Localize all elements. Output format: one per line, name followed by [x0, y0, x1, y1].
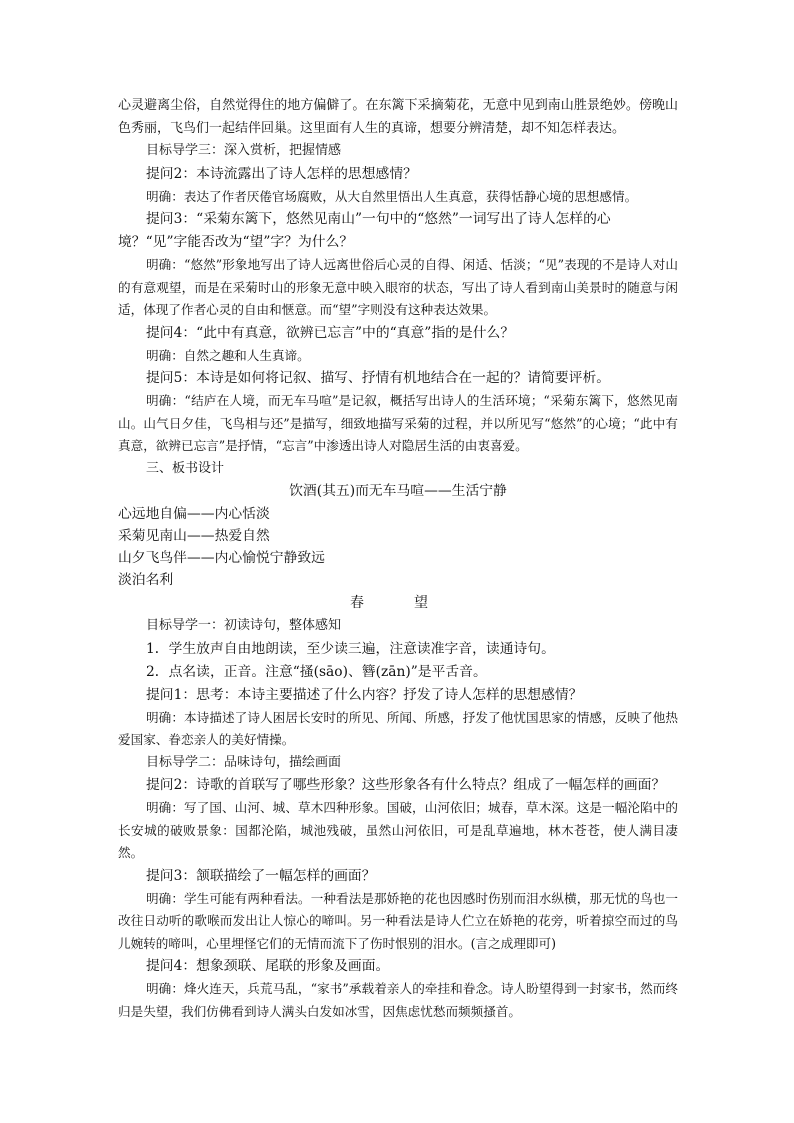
board-title: 饮酒(其五)而无车马喧——生活宁静 [289, 483, 507, 499]
question-3: 提问3：“采菊东篱下，悠然见南山”一句中的“悠然”一词写出了诗人怎样的心境？“见”字能否改为“望”字？为什么？ [118, 211, 611, 250]
answer-3b: 明确：学生可能有两种看法。一种看法是那娇艳的花也因感时伤别而泪水纵横，那无忧的鸟也一改往日动听的歌喉而发出让人惊心的啼叫。另一种看法是诗人伫立在娇艳的花旁，听着掠空而过的鸟儿婉转的啼叫，心里埋怪它们的无情而流下了伤时恨别的泪水。(言之成理即可) [118, 890, 678, 951]
board-line-3: 山夕飞鸟伴——内心愉悦宁静致远 [118, 550, 325, 566]
answer-2: 明确：表达了作者厌倦官场腐败，从大自然里悟出人生真意，获得恬静心境的思想感情。 [146, 188, 638, 204]
board-line-2: 采菊见南山——热爱自然 [118, 528, 270, 544]
board-line-4: 淡泊名利 [118, 572, 174, 588]
section-heading-goal3: 目标导学三：深入赏析，把握情感 [146, 143, 342, 158]
answer-4: 明确：自然之趣和人生真谛。 [146, 347, 310, 363]
question-3b: 提问3：颔联描绘了一幅怎样的画面？ [146, 867, 376, 884]
answer-1: 明确：本诗描述了诗人困居长安时的所见、所闻、所感，抒发了他忧国思家的情感，反映了他热爱国家、眷恋亲人的美好情操。 [118, 709, 678, 747]
question-4: 提问4：“此中有真意，欲辨已忘言”中的“真意”指的是什么？ [146, 324, 515, 341]
answer-2b: 明确：写了国、山河、城、草木四种形象。国破，山河依旧；城春，草木深。这是一幅沦陷中的长安城的破败景象：国都沦陷，城池残破，虽然山河依旧，可是乱草遍地，林木苍苍，使人满目凄然。 [118, 800, 678, 860]
question-2b: 提问2：诗歌的首联写了哪些形象？这些形象各有什么特点？组成了一幅怎样的画面？ [146, 777, 666, 793]
section-heading-goal2: 目标导学二：品味诗句，描绘画面 [146, 754, 342, 770]
answer-3: 明确：“悠然”形象地写出了诗人远离世俗后心灵的自得、闲适、恬淡；“见”表现的不是诗人对山的有意观望，而是在采菊时山的形象无意中映入眼帘的状态，写出了诗人看到南山美景时的随意与闲适，体现了作者心灵的自由和惬意。而“望”字则没有这种表达效果。 [118, 257, 678, 317]
section-heading-goal1: 目标导学一：初读诗句，整体感知 [146, 618, 342, 633]
section-heading-board: 三、板书设计 [146, 460, 225, 476]
step-2: 2．点名读，正音。注意“搔(sāo)、簪(zān)”是平舌音。 [146, 663, 487, 680]
question-1: 提问1：思考：本诗主要描述了什么内容？抒发了诗人怎样的思想感情？ [146, 686, 583, 703]
board-line-1: 心远地自偏——内心恬淡 [118, 506, 270, 522]
paragraph-translation: 心灵避离尘俗，自然觉得住的地方偏僻了。在东篱下采摘菊花，无意中见到南山胜景绝妙。傍晚山色秀丽，飞鸟们一起结伴回巢。这里面有人生的真谛，想要分辨清楚，却不知怎样表达。 [118, 98, 678, 136]
document-page [118, 95, 678, 1023]
question-4b: 提问4：想象颈联、尾联的形象及画面。 [146, 958, 390, 974]
question-5: 提问5：本诗是如何将记叙、描写、抒情有机地结合在一起的？请简要评析。 [146, 370, 611, 386]
poem-title: 春 望 [350, 595, 446, 611]
answer-5: 明确：“结庐在人境，而无车马喧”是记叙，概括写出诗人的生活环境；“采菊东篱下，悠然见南山。山气日夕佳，飞鸟相与还”是描写，细致地描写采菊的过程，并以所见写“悠然”的心境；“此中有真意，欲辨已忘言”是抒情，“忘言”中渗透出诗人对隐居生活的由衷喜爱。 [118, 393, 678, 453]
question-2: 提问2：本诗流露出了诗人怎样的思想感情？ [146, 165, 417, 182]
step-1: 1．学生放声自由地朗读，至少读三遍，注意读准字音，读通诗句。 [146, 640, 555, 657]
answer-4b: 明确：烽火连天，兵荒马乱，“家书”承载着亲人的牵挂和眷念。诗人盼望得到一封家书，然而终归是失望，我们仿佛看到诗人满头白发如冰雪，因焦虑忧愁而频频搔首。 [118, 981, 678, 1019]
